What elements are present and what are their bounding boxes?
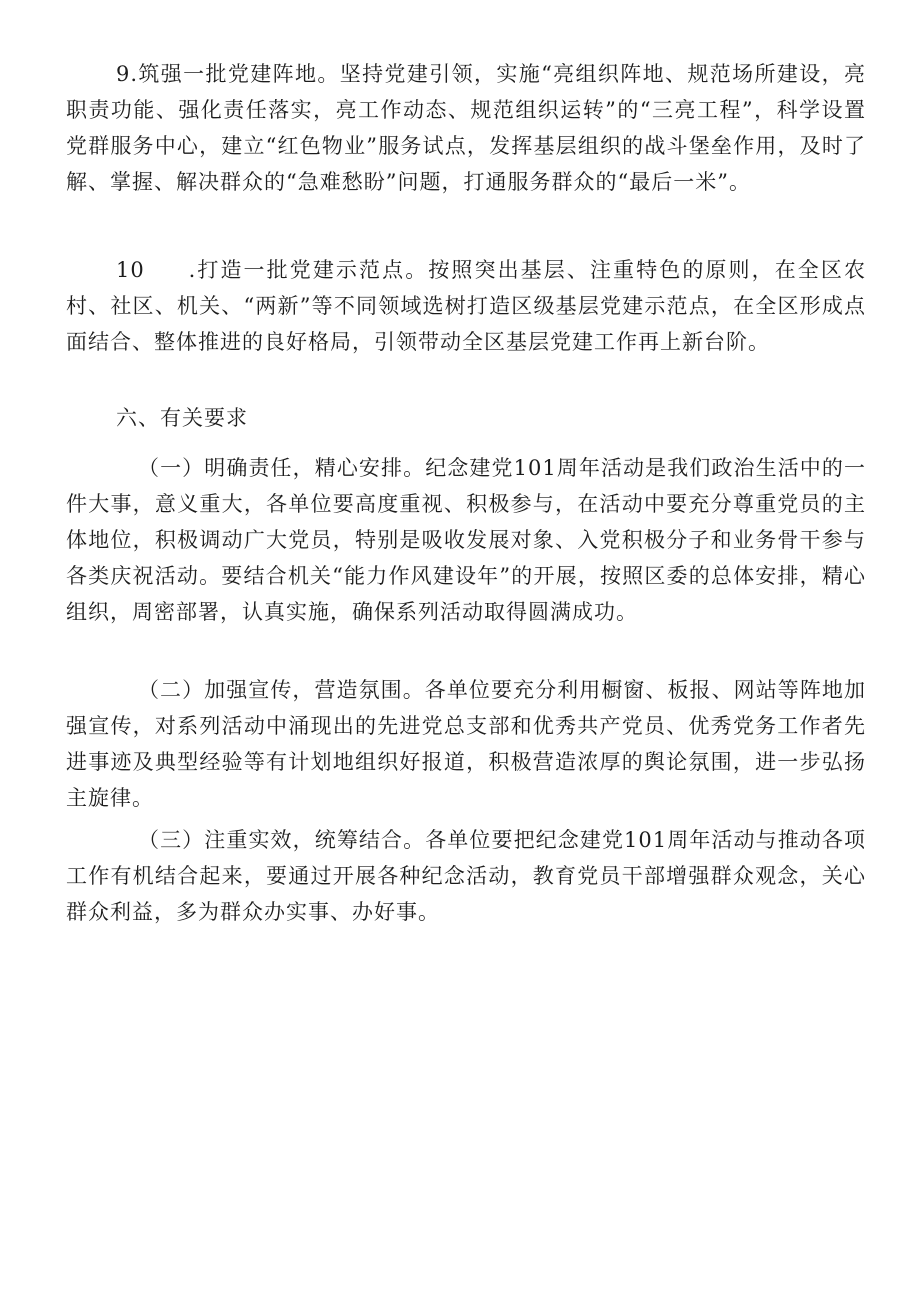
paragraph-requirement-2: （二）加强宣传，营造氛围。各单位要充分利用橱窗、板报、网站等阵地加强宣传，对系列活动中涌现出的先进党总支部和优秀共产党员、优秀党务工作者先进事迹及典型经验等有计划地组织好报道，积极营造浓厚的舆论氛围，进一步弘扬主旋律。 (66, 678, 866, 810)
paragraph-item-9: 9.筑强一批党建阵地。坚持党建引领，实施“亮组织阵地、规范场所建设，亮职责功能、强化责任落实，亮工作动态、规范组织运转”的“三亮工程”，科学设置党群服务中心，建立“红色物业”服务试点，发挥基层组织的战斗堡垒作用，及时了解、掌握、解决群众的“急难愁盼”问题，打通服务群众的“最后一米”。 (66, 62, 866, 194)
item-10-gap (145, 258, 189, 282)
paragraph-requirement-3: （三）注重实效，统筹结合。各单位要把纪念建党101周年活动与推动各项工作有机结合起来，要通过开展各种纪念活动，教育党员干部增强群众观念，关心群众利益，多为群众办实事、办好事。 (66, 828, 866, 924)
paragraph-item-10 (66, 252, 866, 360)
paragraph-requirement-1: （一）明确责任，精心安排。纪念建党101周年活动是我们政治生活中的一件大事，意义重大，各单位要高度重视、积极参与，在活动中要充分尊重党员的主体地位，积极调动广大党员，特别是吸收发展对象、入党积极分子和业务骨干参与各类庆祝活动。要结合机关“能力作风建设年”的开展，按照区委的总体安排，精心组织，周密部署，认真实施，确保系列活动取得圆满成功。 (66, 456, 866, 624)
item-10-number: 10 (116, 258, 145, 282)
item-10-text: .打造一批党建示范点。按照突出基层、注重特色的原则，在全区农村、社区、机关、“两新”等不同领域选树打造区级基层党建示范点，在全区形成点面结合、整体推进的良好格局，引领带动全区基层党建工作再上新台阶。 (66, 258, 866, 354)
section-heading-requirements: 六、有关要求 (116, 406, 248, 430)
